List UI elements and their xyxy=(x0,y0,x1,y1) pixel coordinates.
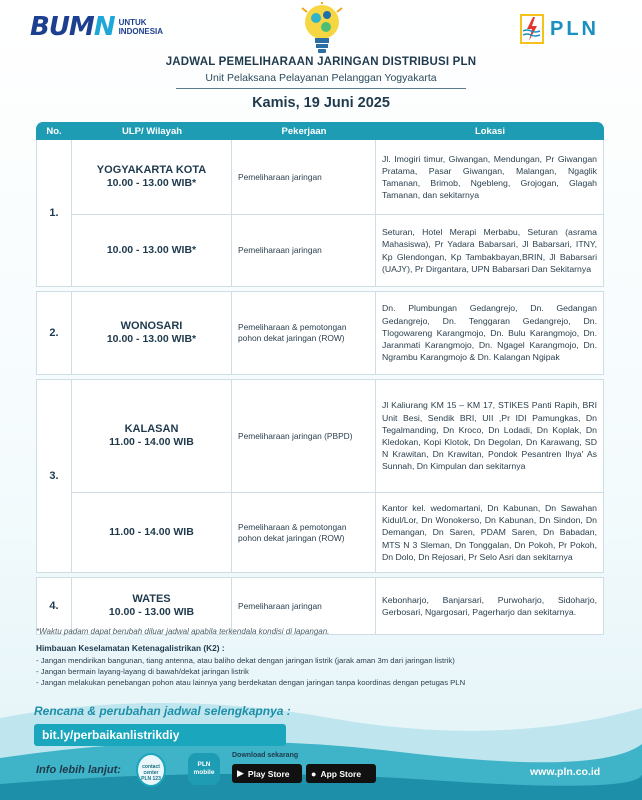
ulp-cell xyxy=(72,140,232,214)
lokasi-cell: Kebonharjo, Banjarsari, Purwoharjo, Sidoharjo, Gerbosari, Ngargosari, Pagerharjo dan sekitarnya. xyxy=(382,594,597,617)
page-title: JADWAL PEMELIHARAAN JARINGAN DISTRIBUSI PLN xyxy=(165,56,477,68)
lokasi-cell: Jl. Imogiri timur, Giwangan, Mendungan, Pr Giwangan Pratama, Pasar Giwangan, Malangan, Ngaglik Tamanan, Brimob, Ngebleng, Grojogan, Glagah Tamanan, dan sekitarnya xyxy=(382,153,597,201)
header-no: No. xyxy=(46,125,62,137)
table-body xyxy=(36,140,604,635)
ulp-cell xyxy=(72,292,232,374)
bumn-tagline: UNTUK INDONESIA xyxy=(118,18,164,36)
ulp-name: WATES xyxy=(132,593,171,605)
pekerjaan-cell: Pemeliharaan jaringan xyxy=(232,215,376,286)
footnote: *Waktu padam dapat berubah diluar jadwal apabila terkendala kondisi di lapangan. xyxy=(36,627,330,636)
table-row xyxy=(72,214,603,286)
lokasi-cell: Seturan, Hotel Merapi Merbabu, Seturan (asrama Mahasiswa), Pr Yadara Babarsari, Jl Babarsari, ITNY, Kp Glendongan, Kp Tambakbayan,BRIN, Jl Babarsari (UAJY), Pr Dirgantara, UPN Babarsari Dan Sekitarnya xyxy=(382,227,597,274)
pln-logo xyxy=(520,14,599,44)
header xyxy=(0,0,642,60)
pekerjaan-cell: Pemeliharaan & pemotongan pohon dekat jaringan (ROW) xyxy=(232,493,376,572)
outage-time: 10.00 - 13.00 WIB* xyxy=(106,244,197,256)
table-group xyxy=(36,140,604,287)
play-store-icon: ▶ xyxy=(237,768,244,778)
table-row xyxy=(72,292,603,374)
pekerjaan-cell: Pemeliharaan jaringan xyxy=(232,140,376,214)
pekerjaan-cell: Pemeliharaan jaringan (PBPD) xyxy=(232,380,376,492)
safety-item: - Jangan bermain layang-layang di bawah/dekat jaringan listrik xyxy=(36,667,249,676)
row-number: 2. xyxy=(37,292,72,374)
table-row xyxy=(72,578,603,634)
info-label: Info lebih lanjut: xyxy=(36,764,121,776)
safety-item: - Jangan melakukan penebangan pohon atau lainnya yang berdekatan dengan jaringan tanpa koordinas dengan petugas PLN xyxy=(36,678,466,687)
table-row xyxy=(72,380,603,492)
download-label: Download sekarang xyxy=(232,752,299,759)
pln-mobile-app-icon[interactable]: PLN mobile xyxy=(188,753,220,785)
lokasi-cell: Dn. Plumbungan Gedangrejo, Dn. Gedangan Gedangrejo, Dn. Tenggaran Gedangrejo, Dn. Tlogowareng Karangmojo, Dn. Bulu Karangmojo, Dn. Jaranmati Karangmojo, Dn. Ngagel Karangmojo, Dn. Ngrambu Karangmojo & Dn. Kalangan Ngipak xyxy=(382,303,597,363)
app-store-button[interactable]: ● App Store xyxy=(306,764,376,783)
outage-time: 10.00 - 13.00 WIB xyxy=(108,606,195,618)
outage-time: 11.00 - 14.00 WIB xyxy=(109,436,194,448)
safety-notice xyxy=(36,643,616,688)
schedule-link[interactable]: bit.ly/perbaikanlistrikdiy xyxy=(34,724,286,746)
outage-time: 10.00 - 13.00 WIB* xyxy=(106,333,197,345)
bumn-logo: BUMN UNTUK INDONESIA xyxy=(30,12,189,42)
pekerjaan-cell: Pemeliharaan jaringan xyxy=(232,578,376,634)
apple-icon: ● xyxy=(311,768,317,779)
outage-time: 10.00 - 13.00 WIB* xyxy=(106,177,197,189)
table-header xyxy=(36,122,604,140)
ulp-name: YOGYAKARTA KOTA xyxy=(96,164,207,176)
table-row xyxy=(72,140,603,214)
page-subtitle: Unit Pelaksana Pelayanan Pelanggan Yogyakarta xyxy=(205,72,437,84)
contact-center-badge[interactable]: contact center PLN 123 xyxy=(136,753,166,787)
header-lokasi: Lokasi xyxy=(474,125,506,137)
pln-emblem-icon xyxy=(520,14,544,44)
lokasi-cell: Jl Kaliurang KM 15 – KM 17, STIKES Panti Rapih, BRI Unit Besi, Sendik BRI, UII ,Pr IDI Pamungkas, Dn Tegalmanding, Dn Kroco, Dn Lodadi, Dn Koplak, Dn Kledokan, Kopi Klotok, Dn Degolan, Dn Karawang, SD N Krawitan, Dn Krawitan, Pondok Pesantren Ihya' As Sunnah, Dn Kimpulan dan sekitarnya xyxy=(382,400,597,472)
safety-title: Himbauan Keselamatan Ketenagalistrikan (K2) : xyxy=(36,643,225,653)
row-number: 1. xyxy=(37,140,72,286)
outage-time: 11.00 - 14.00 WIB xyxy=(109,526,194,538)
table-group xyxy=(36,291,604,375)
schedule-info-label: Rencana & perubahan jadwal selengkapnya : xyxy=(34,704,291,718)
title-divider xyxy=(176,88,466,89)
pekerjaan-cell: Pemeliharaan & pemotongan pohon dekat jaringan (ROW) xyxy=(232,292,376,374)
safety-item: - Jangan mendirikan bangunan, tiang antenna, atau baliho dekat dengan jaringan listrik (jarak aman 3m dari jaringan listrik) xyxy=(36,656,455,665)
ulp-name: WONOSARI xyxy=(120,320,183,332)
ulp-cell xyxy=(72,578,232,634)
table-row xyxy=(72,492,603,572)
schedule-date: Kamis, 19 Juni 2025 xyxy=(252,95,390,111)
header-ulp: ULP/ Wilayah xyxy=(121,125,183,137)
table-group xyxy=(36,379,604,573)
ulp-cell xyxy=(72,493,232,572)
google-play-button[interactable]: ▶ Play Store xyxy=(232,764,302,783)
lokasi-cell: Kantor kel. wedomartani, Dn Kabunan, Dn Sawahan Kidul/Lor, Dn Wonokerso, Dn Kabunan, Dn Sindon, Dn Demangan, Dn Saren, PDAM Saren, Dn Babadan, MTS N 3 Sleman, Dn Tonggalan, Dn Pokoh, Pr Pokoh, Dn Dolo, Dn Rejosari, Pr Selo Asri dan sekitarnya xyxy=(382,502,597,562)
schedule-table xyxy=(36,122,604,635)
header-pekerjaan: Pekerjaan xyxy=(281,125,327,137)
title-block xyxy=(0,56,642,111)
pln-wordmark: PLN xyxy=(550,17,599,40)
ulp-name: KALASAN xyxy=(124,423,179,435)
ulp-cell xyxy=(72,380,232,492)
row-number: 3. xyxy=(37,380,72,572)
ulp-cell xyxy=(72,215,232,286)
lightbulb-icon xyxy=(300,2,344,56)
website-link[interactable]: www.pln.co.id xyxy=(530,766,601,778)
row-number: 4. xyxy=(37,578,72,634)
